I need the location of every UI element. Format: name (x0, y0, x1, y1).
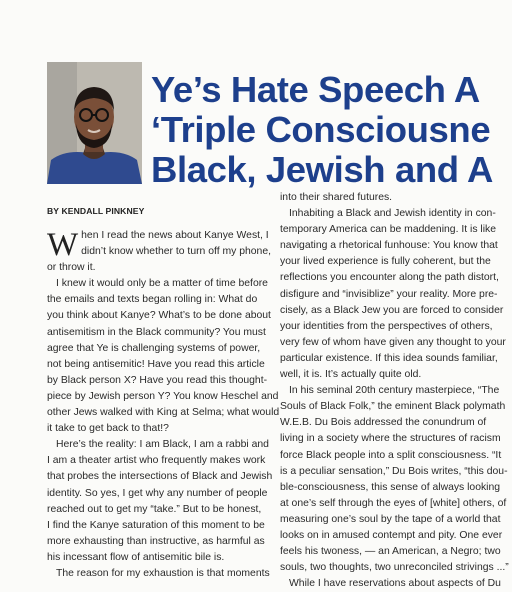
text-line: identity. So yes, I get why any number of people (47, 487, 268, 499)
text-line: temporary America can be maddening. It is like (280, 224, 496, 236)
text-line: it take to get back to that!? (47, 423, 169, 435)
text-line: very few of whom have given any thought to your (280, 336, 506, 348)
text-line: your identities from the perspectives of others, (280, 320, 493, 332)
text-line: reached out to get my “take.” But to be honest, (47, 503, 262, 515)
text-line: navigating a rhetorical funhouse: You know that (280, 240, 498, 252)
text-line: reflections you encounter along the path distort, (280, 272, 499, 284)
text-line: his incessant flow of antisemitic bile is. (47, 551, 225, 563)
author-portrait-image (47, 62, 142, 184)
text-line: not being antisemitic! Have you read this article (47, 358, 265, 370)
text-line: I knew it would only be a matter of time before (56, 278, 268, 290)
text-line: Inhabiting a Black and Jewish identity in con- (289, 208, 496, 220)
drop-cap: W (47, 227, 79, 263)
text-line: measuring one’s soul by the tape of a world that (280, 513, 501, 525)
text-line: feels his twoness, — an American, a Negro; two (280, 546, 501, 558)
author-byline: BY KENDALL PINKNEY (47, 206, 145, 216)
text-line: force Black people into a split consciousness. “It (280, 449, 502, 461)
text-line: piece by Jewish person Y? You know Heschel and (47, 390, 279, 402)
text-line: The reason for my exhaustion is that moments (56, 567, 270, 579)
text-line: didn’t know whether to turn off my phone, (81, 246, 271, 258)
text-line: living in a society where the structures of racism (280, 433, 501, 445)
text-line: or throw it. (47, 262, 96, 274)
text-line: W.E.B. Du Bois addressed the conundrum of (280, 417, 487, 429)
article-headline (151, 70, 512, 190)
text-line: is a peculiar sensation,” Du Bois writes, “this dou- (280, 465, 508, 477)
text-line: While I have reservations about aspects of Du (289, 578, 501, 590)
text-line: I find the Kanye saturation of this moment to be (47, 519, 265, 531)
article-column-left (47, 227, 280, 582)
author-photo (47, 62, 142, 184)
text-line: I am a theater artist who frequently makes work (47, 455, 266, 467)
text-line: that probes the intersections of Black and Jewish (47, 471, 273, 483)
text-line: by Black person X? Have you read this thought- (47, 374, 268, 386)
text-line: more exhausting than instructive, as harmful as (47, 535, 265, 547)
text-line: In his seminal 20th century masterpiece, “The (289, 385, 500, 397)
text-line: souls, two thoughts, two unreconciled strivings ...” (280, 562, 509, 574)
text-line: agree that Ye is challenging systems of power, (47, 342, 261, 354)
text-line: antisemitism in the Black community? You must (47, 326, 266, 338)
text-line: at one’s self through the eyes of [white] others, of (280, 497, 507, 509)
text-line: well, it is. It’s actually quite old. (280, 369, 422, 381)
text-line: looks on in amused contempt and pity. One ever (280, 529, 503, 541)
headline-line: Ye’s Hate Speech A (151, 70, 480, 110)
text-line: Souls of Black Folk,” the eminent Black polymath (280, 401, 506, 413)
text-line: cisely, as a Black Jew you are forced to consider (280, 304, 504, 316)
text-line: particular existence. If this idea sounds familiar, (280, 352, 498, 364)
text-line: hen I read the news about Kanye West, I (81, 230, 269, 241)
text-line: other Jews walked with King at Selma; what would (47, 407, 280, 419)
text-line: your lived experience is fully coherent, but the (280, 256, 491, 268)
text-line: the emails and texts began rolling in: What do (47, 294, 258, 306)
text-line: ble-consciousness, this sense of always looking (280, 481, 501, 493)
article-column-right (280, 190, 512, 592)
text-line: you think about Kanye? What’s to be done about (47, 310, 271, 322)
text-line: disfigure and “invisiblize” your reality. More pre- (280, 288, 498, 300)
headline-line: ‘Triple Consciousne (151, 109, 491, 150)
text-line: Here’s the reality: I am Black, I am a rabbi and (56, 439, 269, 451)
headline-line: Black, Jewish and A (151, 149, 493, 190)
text-line: into their shared futures. (280, 192, 393, 203)
